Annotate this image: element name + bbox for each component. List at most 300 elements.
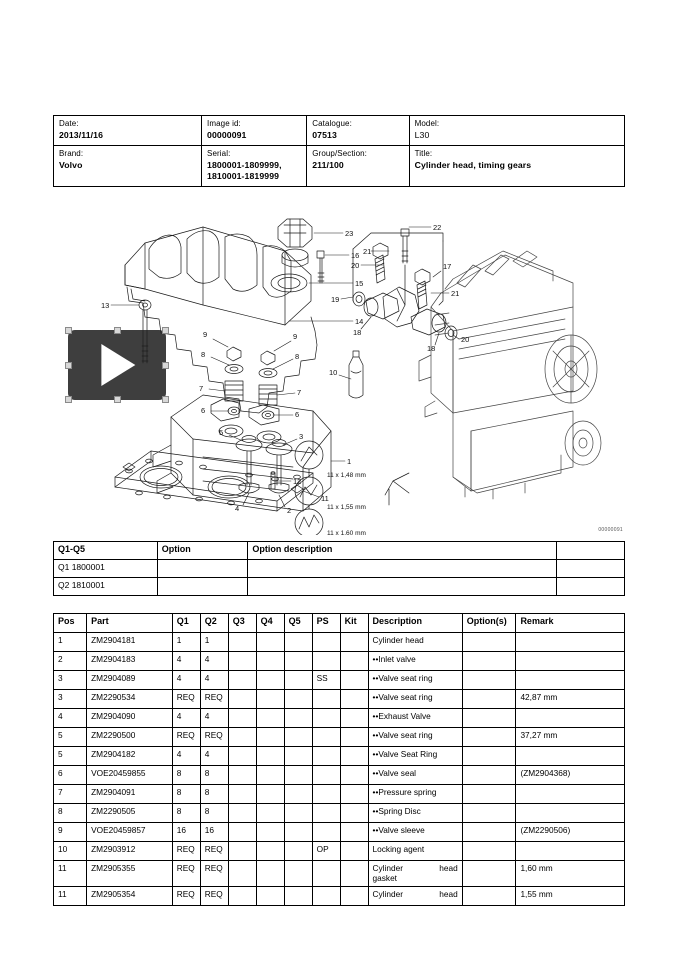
options-table-row [54, 560, 625, 578]
svg-text:13: 13 [101, 301, 110, 310]
svg-text:10: 10 [329, 368, 338, 377]
svg-text:22: 22 [433, 223, 442, 232]
parts-table-row [54, 633, 625, 652]
parts-cell-q3 [228, 747, 256, 766]
parts-cell-q2: 4 [200, 652, 228, 671]
parts-cell-q5 [284, 633, 312, 652]
description-text-secondary: head [439, 863, 458, 873]
parts-cell-q4 [256, 709, 284, 728]
svg-text:8: 8 [201, 350, 206, 359]
options-header-q1q5: Q1-Q5 [54, 542, 158, 560]
parts-cell-ps [312, 804, 340, 823]
engine-assembly [419, 251, 601, 499]
meta-value-serial-line-1: 1800001-1809999, [207, 159, 282, 170]
parts-cell-pos: 11 [54, 861, 87, 887]
parts-header-ps: PS [312, 614, 340, 633]
parts-cell-q4 [256, 690, 284, 709]
svg-text:8: 8 [295, 352, 300, 361]
options-header-option-description: Option description [248, 542, 556, 560]
parts-cell-description: ••Valve seat ring [368, 728, 462, 747]
svg-text:11: 11 [321, 494, 329, 503]
options-table-header-row [54, 542, 625, 560]
meta-cell-catalogue [307, 116, 409, 146]
parts-cell-part: VOE20459857 [87, 823, 173, 842]
parts-cell-q1: 1 [172, 633, 200, 652]
parts-cell-q2: REQ [200, 690, 228, 709]
parts-cell-kit [340, 671, 368, 690]
parts-cell-pos: 4 [54, 709, 87, 728]
parts-cell-pos: 9 [54, 823, 87, 842]
options-cell-description [248, 560, 556, 578]
parts-cell-options [462, 709, 516, 728]
parts-cell-remark: 1,60 mm [516, 861, 625, 887]
svg-text:4: 4 [235, 504, 240, 513]
parts-cell-description: Locking agent [368, 842, 462, 861]
parts-table-row [54, 785, 625, 804]
meta-label-catalogue: Catalogue: [312, 119, 352, 128]
parts-cell-options [462, 823, 516, 842]
svg-text:18: 18 [427, 344, 436, 353]
resize-handle-bottom-left[interactable] [65, 396, 72, 403]
meta-value-serial-line-2: 1810001-1819999 [207, 170, 280, 181]
parts-cell-q5 [284, 652, 312, 671]
parts-cell-q4 [256, 823, 284, 842]
parts-cell-q3 [228, 766, 256, 785]
parts-table-body [54, 633, 625, 906]
parts-cell-kit [340, 785, 368, 804]
parts-table-row [54, 804, 625, 823]
svg-text:21: 21 [363, 247, 372, 256]
parts-cell-pos: 1 [54, 633, 87, 652]
parts-cell-remark: (ZM2290506) [516, 823, 625, 842]
options-cell-option [157, 560, 248, 578]
gasket-legend-labels [327, 472, 366, 535]
video-play-overlay[interactable] [68, 330, 166, 400]
parts-cell-ps [312, 823, 340, 842]
parts-cell-description: ••Spring Disc [368, 804, 462, 823]
parts-header-q5: Q5 [284, 614, 312, 633]
parts-cell-q4 [256, 633, 284, 652]
parts-cell-q5 [284, 804, 312, 823]
parts-cell-remark [516, 652, 625, 671]
parts-cell-options [462, 842, 516, 861]
description-text-wrap: gasket [372, 873, 397, 884]
parts-cell-q1: 4 [172, 747, 200, 766]
parts-cell-options [462, 728, 516, 747]
parts-table-row [54, 652, 625, 671]
locking-agent-bottle [349, 351, 363, 398]
parts-cell-q1: 4 [172, 671, 200, 690]
parts-cell-description: ••Valve seat ring [368, 690, 462, 709]
parts-cell-q5 [284, 785, 312, 804]
parts-cell-description: ••Valve sleeve [368, 823, 462, 842]
parts-table-row [54, 709, 625, 728]
resize-handle-left-center[interactable] [65, 362, 72, 369]
parts-table-row [54, 728, 625, 747]
resize-handle-bottom-center[interactable] [114, 396, 121, 403]
meta-value-brand: Volvo [59, 159, 83, 170]
parts-cell-q1: 8 [172, 804, 200, 823]
svg-text:6: 6 [295, 410, 300, 419]
parts-cell-q3 [228, 804, 256, 823]
parts-cell-part: VOE20459855 [87, 766, 173, 785]
parts-cell-ps [312, 766, 340, 785]
parts-cell-q3 [228, 842, 256, 861]
parts-cell-remark: 1,55 mm [516, 886, 625, 905]
parts-cell-q5 [284, 747, 312, 766]
rocker-arm-assembly [353, 229, 460, 340]
svg-text:3: 3 [299, 432, 304, 441]
parts-cell-pos: 8 [54, 804, 87, 823]
parts-cell-ps [312, 633, 340, 652]
parts-cell-part: ZM2904181 [87, 633, 173, 652]
meta-cell-group-section [307, 145, 409, 186]
parts-cell-remark [516, 671, 625, 690]
parts-header-q3: Q3 [228, 614, 256, 633]
parts-cell-q1: REQ [172, 886, 200, 905]
gasket-legend-label-3: 11 x 1,60 mm [327, 530, 366, 535]
options-header-blank [556, 542, 624, 560]
parts-cell-options [462, 861, 516, 887]
parts-header-options: Option(s) [462, 614, 516, 633]
parts-cell-kit [340, 652, 368, 671]
resize-handle-top-right[interactable] [162, 327, 169, 334]
parts-cell-description: ••Inlet valve [368, 652, 462, 671]
parts-cell-options [462, 785, 516, 804]
svg-text:12: 12 [293, 477, 302, 486]
parts-cell-options [462, 804, 516, 823]
parts-cell-options [462, 690, 516, 709]
parts-cell-kit [340, 747, 368, 766]
svg-text:6: 6 [201, 406, 206, 415]
options-table-row [54, 578, 625, 596]
parts-cell-q3 [228, 671, 256, 690]
resize-handle-bottom-right[interactable] [162, 396, 169, 403]
svg-text:9: 9 [203, 330, 208, 339]
svg-text:9: 9 [293, 332, 298, 341]
parts-header-kit: Kit [340, 614, 368, 633]
parts-cell-options [462, 766, 516, 785]
valve-train-stack-right [259, 351, 277, 419]
parts-cell-kit [340, 728, 368, 747]
parts-table-row [54, 671, 625, 690]
parts-cell-kit [340, 709, 368, 728]
svg-text:20: 20 [351, 261, 360, 270]
parts-cell-remark [516, 709, 625, 728]
parts-cell-part: ZM2903912 [87, 842, 173, 861]
parts-cell-description: ••Valve seal [368, 766, 462, 785]
parts-cell-part: ZM2904090 [87, 709, 173, 728]
parts-cell-q3 [228, 652, 256, 671]
parts-cell-q4 [256, 728, 284, 747]
parts-cell-q4 [256, 747, 284, 766]
meta-cell-model [409, 116, 624, 146]
parts-cell-q5 [284, 728, 312, 747]
parts-cell-q1: 4 [172, 652, 200, 671]
parts-header-q2: Q2 [200, 614, 228, 633]
gasket-thickness-legend [295, 441, 409, 535]
parts-header-q1: Q1 [172, 614, 200, 633]
parts-cell-remark: 42,87 mm [516, 690, 625, 709]
parts-cell-q2: REQ [200, 728, 228, 747]
options-table [53, 541, 625, 596]
parts-cell-part: ZM2290500 [87, 728, 173, 747]
parts-cell-q5 [284, 886, 312, 905]
parts-cell-q4 [256, 842, 284, 861]
header-meta-table [53, 115, 625, 187]
parts-cell-kit [340, 823, 368, 842]
meta-value-catalogue: 07513 [312, 130, 337, 140]
meta-label-serial: Serial: [207, 148, 231, 158]
parts-cell-options [462, 671, 516, 690]
parts-cell-q5 [284, 842, 312, 861]
parts-cell-q4 [256, 766, 284, 785]
meta-value-date: 2013/11/16 [59, 130, 103, 140]
svg-text:18: 18 [353, 328, 362, 337]
parts-cell-q4 [256, 804, 284, 823]
parts-cell-pos: 11 [54, 886, 87, 905]
parts-cell-ps [312, 709, 340, 728]
parts-cell-remark [516, 633, 625, 652]
parts-table-row [54, 823, 625, 842]
cylinder-head-group [153, 395, 331, 511]
svg-text:2: 2 [287, 506, 292, 515]
parts-cell-q2: 8 [200, 804, 228, 823]
meta-value-title: Cylinder head, timing gears [414, 159, 532, 170]
parts-cell-q3 [228, 709, 256, 728]
parts-header-part: Part [87, 614, 173, 633]
options-cell-option [157, 578, 248, 596]
parts-cell-part: ZM2904182 [87, 747, 173, 766]
parts-cell-q3 [228, 823, 256, 842]
parts-cell-pos: 5 [54, 728, 87, 747]
meta-value-serial [207, 160, 301, 182]
parts-cell-kit [340, 842, 368, 861]
parts-cell-q2: REQ [200, 842, 228, 861]
svg-text:23: 23 [345, 229, 354, 238]
parts-cell-q1: REQ [172, 861, 200, 887]
parts-cell-q1: 4 [172, 709, 200, 728]
svg-text:16: 16 [351, 251, 360, 260]
svg-text:21: 21 [451, 289, 460, 298]
parts-header-pos: Pos [54, 614, 87, 633]
parts-cell-remark: (ZM2904368) [516, 766, 625, 785]
description-text-primary: Cylinder [372, 888, 403, 899]
parts-cell-q3 [228, 886, 256, 905]
parts-cell-q1: 16 [172, 823, 200, 842]
svg-text:7: 7 [199, 384, 204, 393]
parts-cell-q1: REQ [172, 842, 200, 861]
parts-cell-q1: REQ [172, 728, 200, 747]
parts-cell-q2: 8 [200, 785, 228, 804]
meta-value-model: L30 [414, 130, 430, 140]
meta-label-image-id: Image id: [207, 119, 241, 128]
parts-cell-part: ZM2905354 [87, 886, 173, 905]
resize-handle-top-left[interactable] [65, 327, 72, 334]
parts-cell-kit [340, 804, 368, 823]
parts-cell-options [462, 886, 516, 905]
gasket-legend-label-1: 11 x 1,48 mm [327, 472, 366, 479]
parts-cell-q2: REQ [200, 886, 228, 905]
parts-header-remark: Remark [516, 614, 625, 633]
parts-table [53, 613, 625, 906]
parts-cell-q3 [228, 690, 256, 709]
parts-cell-ps: OP [312, 842, 340, 861]
parts-header-description: Description [368, 614, 462, 633]
parts-table-row [54, 861, 625, 887]
parts-cell-ps [312, 690, 340, 709]
meta-cell-date [54, 116, 202, 146]
svg-text:19: 19 [331, 295, 340, 304]
parts-table-row [54, 690, 625, 709]
parts-cell-ps [312, 747, 340, 766]
resize-handle-right-center[interactable] [162, 362, 169, 369]
parts-cell-remark [516, 804, 625, 823]
parts-cell-q5 [284, 690, 312, 709]
resize-handle-top-center[interactable] [114, 327, 121, 334]
parts-table-row [54, 747, 625, 766]
parts-cell-part: ZM2904183 [87, 652, 173, 671]
description-text-primary: Cylinder [372, 863, 403, 873]
description-text-secondary: head [439, 888, 458, 899]
parts-table-row [54, 842, 625, 861]
svg-text:14: 14 [355, 317, 364, 326]
parts-cell-description: ••Pressure spring [368, 785, 462, 804]
parts-cell-options [462, 652, 516, 671]
parts-cell-ps [312, 861, 340, 887]
parts-cell-kit [340, 886, 368, 905]
options-cell-q: Q2 1810001 [54, 578, 158, 596]
parts-header-q4: Q4 [256, 614, 284, 633]
parts-cell-pos: 2 [54, 652, 87, 671]
parts-cell-q1: REQ [172, 690, 200, 709]
parts-cell-q2: 4 [200, 671, 228, 690]
parts-cell-q2: 4 [200, 709, 228, 728]
parts-cell-description: ••Valve seat ring [368, 671, 462, 690]
parts-cell-remark [516, 747, 625, 766]
diagram-image-id-watermark: 00000091 [598, 527, 623, 533]
meta-cell-image-id [202, 116, 307, 146]
parts-cell-options [462, 633, 516, 652]
parts-cell-q4 [256, 652, 284, 671]
svg-text:5: 5 [219, 428, 224, 437]
parts-cell-q5 [284, 823, 312, 842]
parts-cell-q3 [228, 728, 256, 747]
options-cell-description [248, 578, 556, 596]
parts-cell-part: ZM2290505 [87, 804, 173, 823]
meta-cell-title [409, 145, 624, 186]
parts-cell-options [462, 747, 516, 766]
gasket-legend-label-2: 11 x 1,55 mm [327, 504, 366, 511]
parts-table-header-row [54, 614, 625, 633]
meta-row-1 [54, 116, 625, 146]
parts-cell-part: ZM2904089 [87, 671, 173, 690]
options-header-option: Option [157, 542, 248, 560]
parts-cell-description: ••Exhaust Valve [368, 709, 462, 728]
parts-cell-q2: 1 [200, 633, 228, 652]
parts-cell-q2: REQ [200, 861, 228, 887]
parts-cell-q4 [256, 861, 284, 887]
parts-cell-q2: 8 [200, 766, 228, 785]
meta-label-group-section: Group/Section: [312, 148, 367, 158]
options-cell-blank [556, 560, 624, 578]
meta-label-title: Title: [414, 148, 433, 158]
parts-cell-kit [340, 690, 368, 709]
meta-cell-serial [202, 145, 307, 186]
parts-cell-q3 [228, 633, 256, 652]
meta-value-image-id: 00000091 [207, 130, 247, 140]
parts-cell-pos: 3 [54, 690, 87, 709]
parts-cell-pos: 5 [54, 747, 87, 766]
parts-cell-q4 [256, 785, 284, 804]
parts-cell-description: ••Valve Seat Ring [368, 747, 462, 766]
parts-cell-q5 [284, 766, 312, 785]
meta-label-date: Date: [59, 119, 79, 128]
meta-value-group-section: 211/100 [312, 159, 344, 170]
parts-cell-remark [516, 785, 625, 804]
parts-cell-q3 [228, 861, 256, 887]
parts-cell-q2: 16 [200, 823, 228, 842]
parts-cell-description [368, 861, 462, 887]
parts-table-row [54, 886, 625, 905]
parts-cell-remark: 37,27 mm [516, 728, 625, 747]
parts-cell-q3 [228, 785, 256, 804]
parts-cell-ps [312, 652, 340, 671]
parts-cell-ps: SS [312, 671, 340, 690]
parts-cell-description [368, 886, 462, 905]
cover-bolt-16 [317, 251, 324, 283]
svg-text:17: 17 [443, 262, 452, 271]
parts-cell-q5 [284, 709, 312, 728]
valve-set [236, 436, 292, 494]
svg-text:7: 7 [297, 388, 302, 397]
parts-cell-pos: 10 [54, 842, 87, 861]
parts-cell-q2: 4 [200, 747, 228, 766]
parts-cell-part: ZM2904091 [87, 785, 173, 804]
parts-cell-kit [340, 766, 368, 785]
svg-text:15: 15 [355, 279, 364, 288]
parts-cell-q1: 8 [172, 785, 200, 804]
parts-cell-ps [312, 785, 340, 804]
parts-cell-ps [312, 728, 340, 747]
svg-text:20: 20 [461, 335, 470, 344]
svg-text:1: 1 [347, 457, 352, 466]
parts-cell-pos: 7 [54, 785, 87, 804]
parts-cell-q1: 8 [172, 766, 200, 785]
parts-cell-ps [312, 886, 340, 905]
options-cell-q: Q1 1800001 [54, 560, 158, 578]
parts-cell-q5 [284, 671, 312, 690]
play-triangle-icon [101, 344, 135, 386]
parts-cell-q4 [256, 886, 284, 905]
meta-label-model: Model: [414, 119, 440, 128]
parts-cell-q4 [256, 671, 284, 690]
parts-cell-pos: 6 [54, 766, 87, 785]
parts-cell-description: Cylinder head [368, 633, 462, 652]
meta-row-2 [54, 145, 625, 186]
meta-label-brand: Brand: [59, 148, 84, 158]
parts-cell-pos: 3 [54, 671, 87, 690]
parts-cell-kit [340, 633, 368, 652]
options-cell-blank [556, 578, 624, 596]
parts-cell-remark [516, 842, 625, 861]
parts-cell-kit [340, 861, 368, 887]
parts-table-row [54, 766, 625, 785]
parts-cell-part: ZM2290534 [87, 690, 173, 709]
parts-cell-q5 [284, 861, 312, 887]
meta-cell-brand [54, 145, 202, 186]
parts-cell-part: ZM2905355 [87, 861, 173, 887]
